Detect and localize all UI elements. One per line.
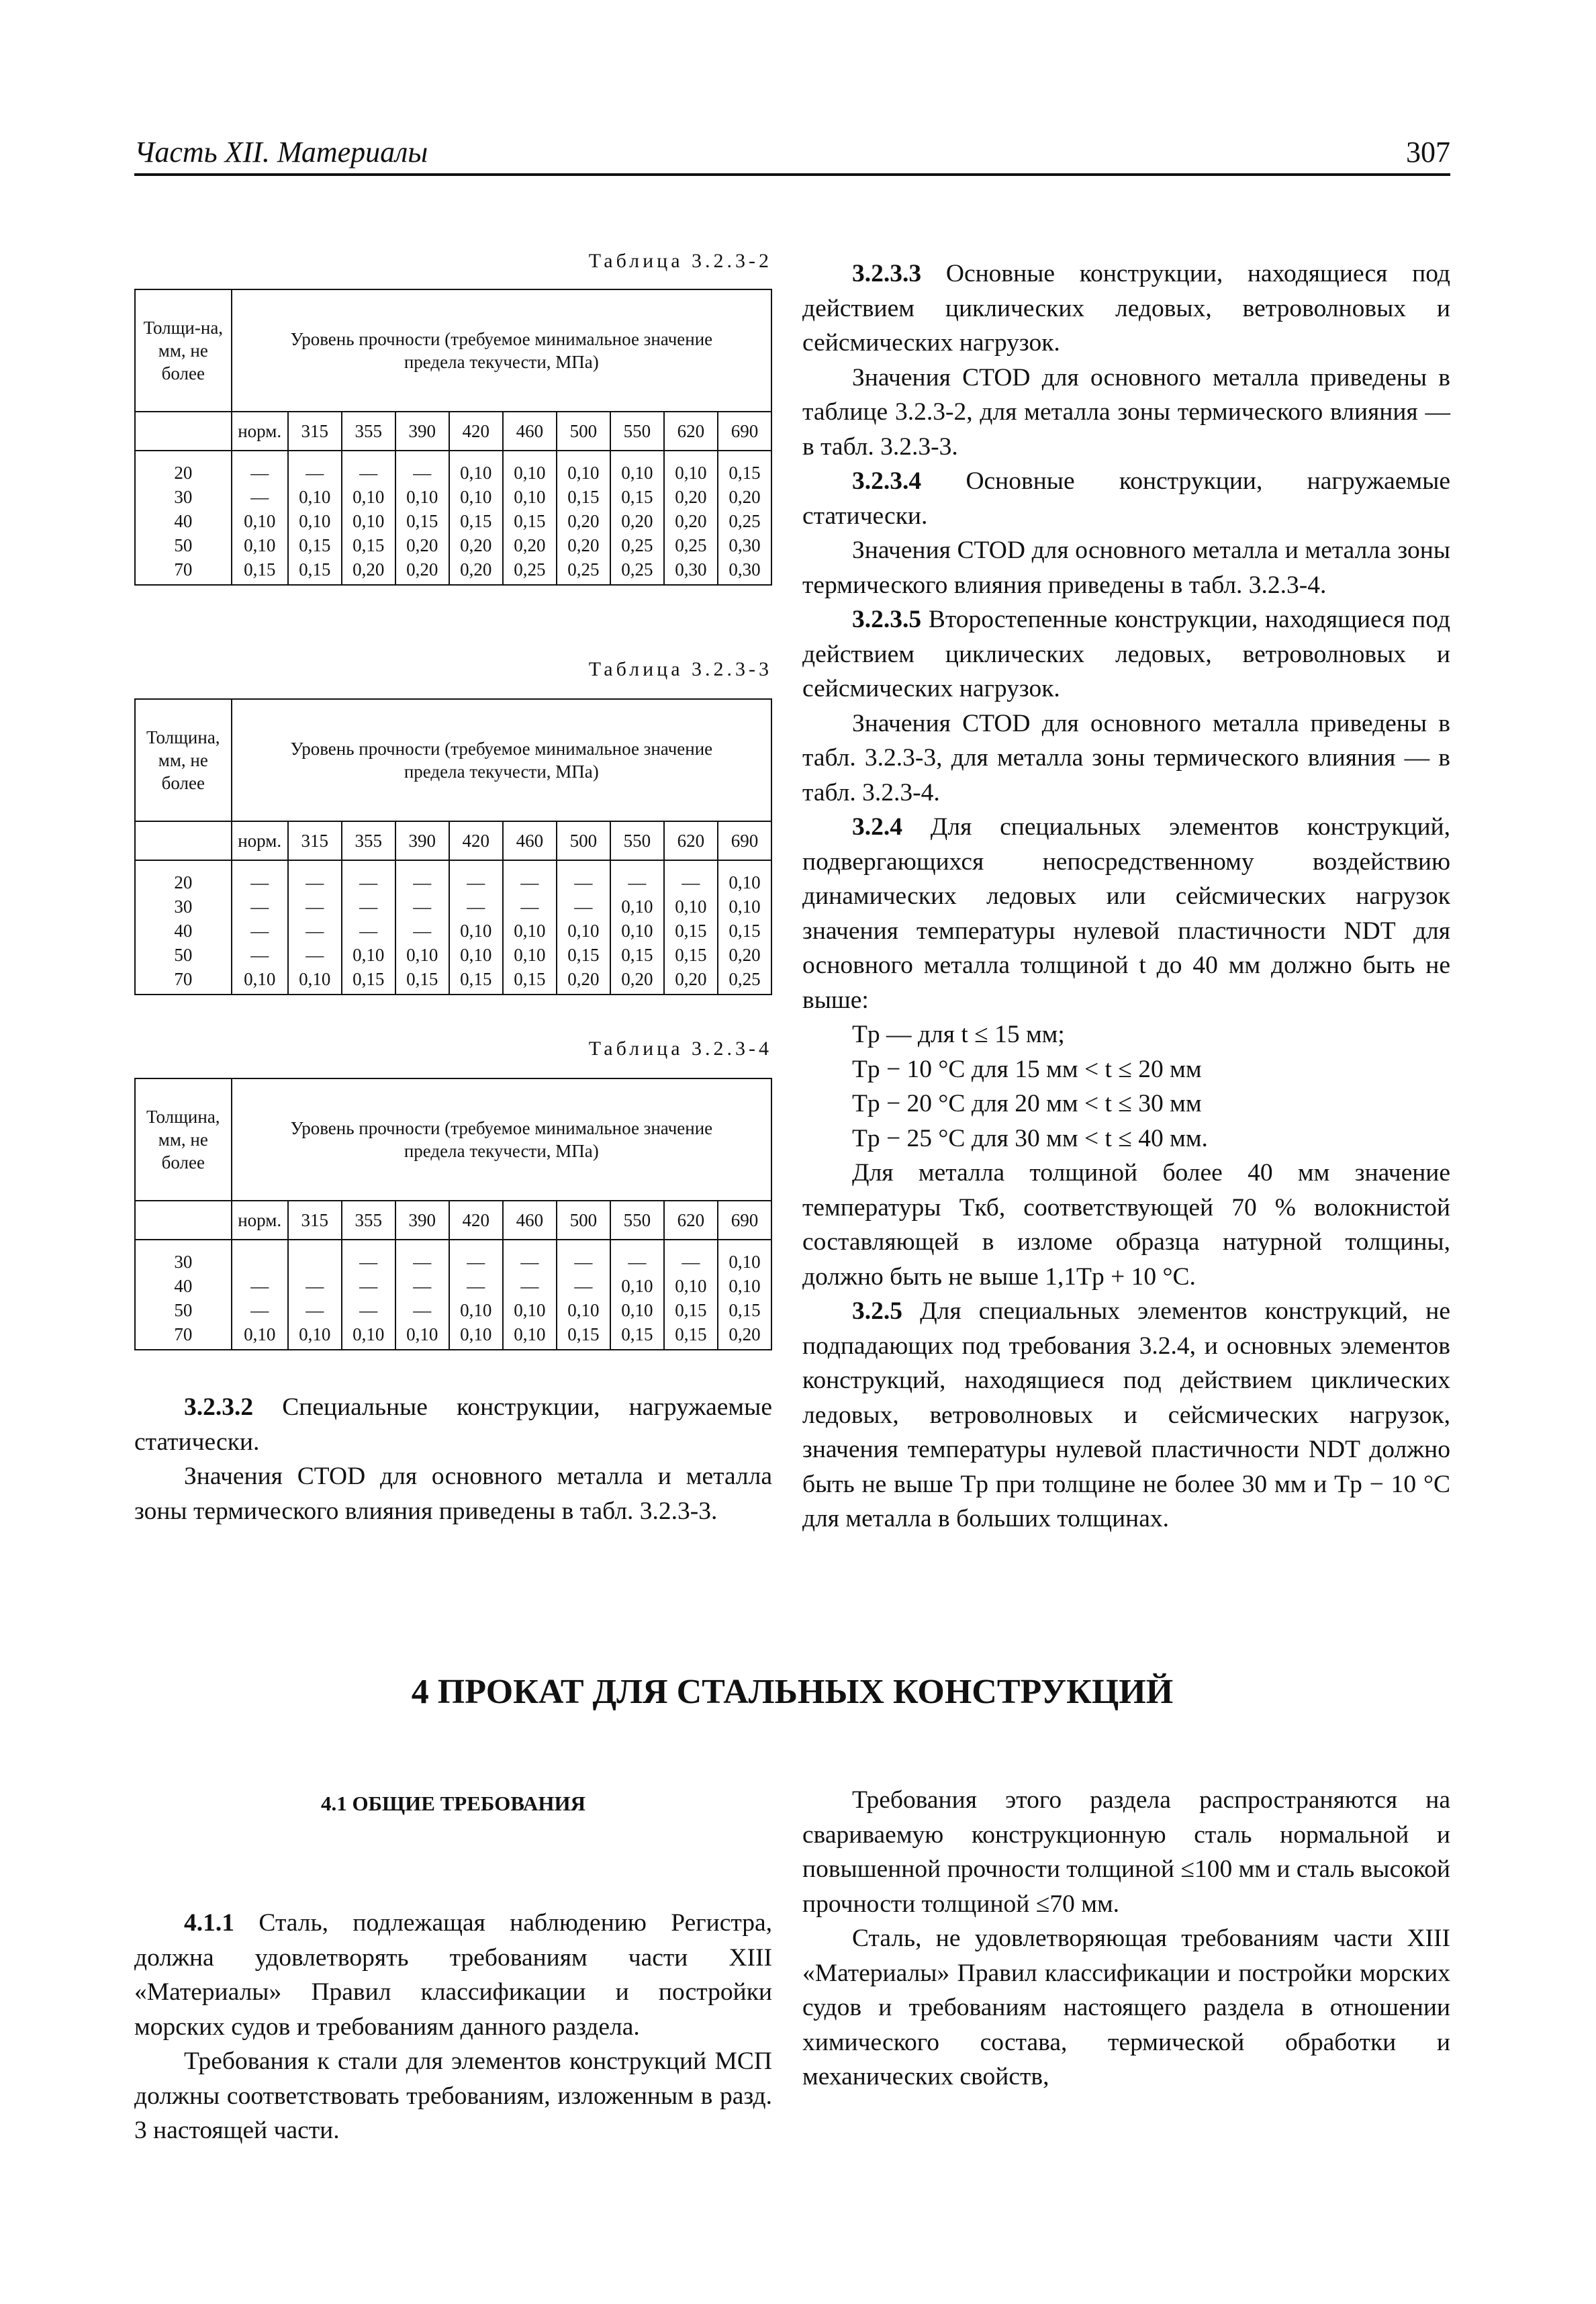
- paragraph-3.2.3.5: 3.2.3.5 Второстепенные конструкции, находящиеся под действием циклических ледовых, ветроволновых и сейсмических нагрузок.: [802, 606, 1450, 702]
- ctod-value-cell: 0,15: [503, 509, 557, 533]
- ctod-value-cell: 0,10: [232, 509, 288, 533]
- ctod-value-cell: 0,10: [232, 533, 288, 557]
- ctod-value-cell: 0,20: [449, 533, 503, 557]
- ctod-value-cell: —: [395, 894, 449, 919]
- chapter-title: 4 ПРОКАТ ДЛЯ СТАЛЬНЫХ КОНСТРУКЦИЙ: [411, 1673, 1174, 1711]
- ctod-value-cell: 0,10: [288, 1322, 342, 1350]
- ctod-value-cell: 0,10: [395, 943, 449, 967]
- strength-level-cell: 390: [395, 1201, 449, 1240]
- ctod-value-cell: —: [503, 860, 557, 894]
- ctod-value-cell: —: [395, 919, 449, 943]
- ctod-value-cell: 0,10: [288, 967, 342, 995]
- ctod-value-cell: —: [395, 451, 449, 485]
- ctod-value-cell: —: [232, 1298, 288, 1322]
- ctod-value-cell: —: [664, 1240, 718, 1274]
- ctod-value-cell: 0,15: [718, 919, 771, 943]
- ctod-value-cell: 0,20: [664, 485, 718, 509]
- ctod-value-cell: —: [342, 860, 395, 894]
- ctod-value-cell: 0,15: [342, 967, 395, 995]
- ctod-value-cell: 0,15: [395, 967, 449, 995]
- ctod-value-cell: 0,10: [610, 451, 664, 485]
- paragraph: Значения CTOD для основного металла приведены в таблице 3.2.3-2, для металла зоны термического влияния — в табл. 3.2.3-3.: [802, 363, 1450, 461]
- paragraph: Значения CTOD для основного металла и металла зоны термического влияния приведены в табл. 3.2.3-3.: [134, 1463, 772, 1525]
- strength-level-cell: 690: [718, 821, 771, 860]
- page-number: 307: [1406, 136, 1450, 169]
- ctod-value-cell: 0,10: [395, 485, 449, 509]
- strength-level-cell: 550: [610, 1201, 664, 1240]
- ctod-value-cell: 0,10: [342, 485, 395, 509]
- strength-level-cell: 620: [664, 412, 718, 451]
- table-row: [135, 1298, 771, 1322]
- ctod-value-cell: 0,15: [718, 451, 771, 485]
- blank-cell: [135, 1201, 232, 1240]
- paragraph: Значения CTOD для основного металла приведены в табл. 3.2.3-3, для металла зоны термического влияния — в табл. 3.2.3-4.: [802, 709, 1450, 807]
- table-caption: Таблица 3.2.3-4: [588, 1038, 772, 1060]
- strength-level-cell: 390: [395, 821, 449, 860]
- ctod-value-cell: 0,10: [557, 451, 610, 485]
- ctod-value-cell: 0,10: [449, 943, 503, 967]
- page-header: [134, 133, 1450, 176]
- strength-level-cell: норм.: [232, 412, 288, 451]
- ctod-value-cell: 0,10: [610, 894, 664, 919]
- ctod-value-cell: —: [288, 1298, 342, 1322]
- paragraph: Сталь, не удовлетворяющая требованиям части XIII «Материалы» Правил классификации и постройки морских судов и требованиям настоящего раздела в отношении химического состава, термической обработки и механических свойств,: [802, 1925, 1450, 2090]
- thickness-cell: 70: [135, 967, 232, 995]
- ctod-value-cell: 0,10: [718, 860, 771, 894]
- ctod-value-cell: 0,20: [557, 533, 610, 557]
- paragraph-3.2.3.3: 3.2.3.3 Основные конструкции, находящиеся под действием циклических ледовых, ветроволновых и сейсмических нагрузок.: [802, 260, 1451, 357]
- thickness-cell: 30: [135, 894, 232, 919]
- ctod-value-cell: 0,15: [610, 943, 664, 967]
- ctod-value-cell: —: [342, 1240, 395, 1274]
- ctod-value-cell: 0,25: [718, 967, 771, 995]
- ctod-value-cell: 0,10: [503, 943, 557, 967]
- ctod-value-cell: 0,20: [718, 1322, 771, 1350]
- ctod-value-cell: [232, 1240, 288, 1274]
- ctod-value-cell: 0,20: [503, 533, 557, 557]
- ctod-value-cell: —: [395, 1240, 449, 1274]
- strength-level-cell: 460: [503, 1201, 557, 1240]
- strength-level-header: Уровень прочности (требуемое минимальное значение предела текучести, МПа): [232, 1078, 771, 1201]
- strength-level-cell: 550: [610, 821, 664, 860]
- ctod-value-cell: —: [557, 1240, 610, 1274]
- ctod-value-cell: 0,15: [664, 943, 718, 967]
- ctod-value-cell: —: [395, 860, 449, 894]
- ctod-value-cell: 0,25: [557, 557, 610, 585]
- paragraph-3.2.3.4: 3.2.3.4 Основные конструкции, нагружаемые статически.: [802, 467, 1451, 530]
- ctod-value-cell: 0,10: [395, 1322, 449, 1350]
- strength-level-cell: 390: [395, 412, 449, 451]
- ctod-value-cell: 0,10: [718, 1274, 771, 1298]
- table-row: [135, 943, 771, 967]
- thickness-cell: 40: [135, 509, 232, 533]
- strength-level-cell: 420: [449, 412, 503, 451]
- table-row: [135, 1240, 771, 1274]
- ctod-value-cell: 0,10: [342, 943, 395, 967]
- ctod-value-cell: 0,10: [232, 1322, 288, 1350]
- thickness-cell: 20: [135, 451, 232, 485]
- ctod-value-cell: —: [288, 860, 342, 894]
- ctod-value-cell: 0,10: [664, 1274, 718, 1298]
- strength-level-cell: 355: [342, 821, 395, 860]
- ctod-value-cell: 0,10: [503, 485, 557, 509]
- ctod-value-cell: —: [288, 451, 342, 485]
- ctod-value-cell: 0,30: [664, 557, 718, 585]
- ctod-value-cell: 0,10: [557, 1298, 610, 1322]
- ctod-value-cell: 0,25: [718, 509, 771, 533]
- ctod-value-cell: 0,20: [718, 485, 771, 509]
- strength-level-cell: 315: [288, 1201, 342, 1240]
- thickness-column-header: Толщина, мм, не более: [135, 1078, 232, 1201]
- ctod-value-cell: 0,10: [503, 919, 557, 943]
- ctod-value-cell: 0,10: [718, 1240, 771, 1274]
- ctod-value-cell: —: [395, 1274, 449, 1298]
- ctod-value-cell: —: [232, 485, 288, 509]
- ctod-table-3.2.3-2: [134, 289, 772, 586]
- table-row: [135, 533, 771, 557]
- ctod-value-cell: 0,10: [610, 1274, 664, 1298]
- ctod-value-cell: 0,10: [342, 1322, 395, 1350]
- ctod-value-cell: 0,15: [503, 967, 557, 995]
- ctod-value-cell: —: [503, 1274, 557, 1298]
- ctod-value-cell: 0,25: [503, 557, 557, 585]
- strength-level-cell: 460: [503, 412, 557, 451]
- ctod-value-cell: 0,10: [664, 894, 718, 919]
- ctod-value-cell: —: [342, 1298, 395, 1322]
- thickness-cell: 50: [135, 1298, 232, 1322]
- paragraph-3.2.4: 3.2.4 Для специальных элементов конструкций, подвергающихся непосредственному воздействию динамических ледовых или сейсмических нагрузок значения температуры нулевой пластичности NDT для основного металла толщиной t до 40 мм должно быть не выше:: [802, 813, 1450, 1014]
- ctod-value-cell: —: [610, 1240, 664, 1274]
- strength-level-cell: норм.: [232, 821, 288, 860]
- ctod-value-cell: —: [342, 1274, 395, 1298]
- ctod-value-cell: —: [232, 860, 288, 894]
- ctod-value-cell: 0,15: [557, 943, 610, 967]
- paragraph: Требования к стали для элементов конструкций МСП должны соответствовать требованиям, изложенным в разд. 3 настоящей части.: [134, 2047, 772, 2144]
- ctod-value-cell: —: [232, 919, 288, 943]
- ctod-value-cell: 0,15: [664, 1322, 718, 1350]
- ctod-value-cell: —: [288, 894, 342, 919]
- ctod-value-cell: 0,20: [557, 509, 610, 533]
- ctod-value-cell: 0,10: [232, 967, 288, 995]
- ctod-value-cell: —: [610, 860, 664, 894]
- strength-level-cell: 500: [557, 1201, 610, 1240]
- ctod-value-cell: —: [288, 943, 342, 967]
- ctod-value-cell: 0,20: [610, 967, 664, 995]
- table-row: [135, 1274, 771, 1298]
- ctod-value-cell: 0,20: [718, 943, 771, 967]
- thickness-cell: 70: [135, 557, 232, 585]
- thickness-cell: 40: [135, 919, 232, 943]
- paragraph-3.2.5: 3.2.5 Для специальных элементов конструкций, не подпадающих под требования 3.2.4, и основных элементов конструкций, находящиеся под действием циклических ледовых, ветроволновых и сейсмических нагрузок, значения температуры нулевой пластичности NDT должно быть не выше Tр при толщине не более 30 мм и Tр − 10 °C для металла в больших толщинах.: [802, 1297, 1451, 1532]
- ctod-value-cell: —: [557, 894, 610, 919]
- strength-level-cell: 500: [557, 821, 610, 860]
- ctod-value-cell: —: [395, 1298, 449, 1322]
- right-column-text: [802, 257, 1450, 1536]
- formula-line: Tр − 20 °C для 20 мм < t ≤ 30 мм: [852, 1090, 1202, 1117]
- ctod-value-cell: 0,10: [610, 919, 664, 943]
- ctod-value-cell: —: [557, 860, 610, 894]
- strength-level-cell: 550: [610, 412, 664, 451]
- ctod-value-cell: 0,20: [557, 967, 610, 995]
- paragraph: Требования этого раздела распространяются на свариваемую конструкционную сталь нормальной и повышенной прочности толщиной ≤100 мм и сталь высокой прочности толщиной ≤70 мм.: [802, 1786, 1450, 1918]
- ctod-value-cell: —: [232, 451, 288, 485]
- ctod-value-cell: 0,10: [503, 451, 557, 485]
- ctod-value-cell: —: [232, 943, 288, 967]
- strength-level-cell: 355: [342, 412, 395, 451]
- ctod-value-cell: 0,20: [342, 557, 395, 585]
- ctod-value-cell: 0,10: [449, 485, 503, 509]
- ctod-value-cell: 0,10: [610, 1298, 664, 1322]
- ctod-value-cell: 0,25: [610, 533, 664, 557]
- ctod-table-3.2.3-3: [134, 698, 772, 995]
- strength-level-cell: 690: [718, 412, 771, 451]
- thickness-cell: 30: [135, 1240, 232, 1274]
- strength-level-cell: 460: [503, 821, 557, 860]
- strength-level-cell: 690: [718, 1201, 771, 1240]
- thickness-cell: 70: [135, 1322, 232, 1350]
- ctod-value-cell: 0,10: [288, 485, 342, 509]
- ctod-value-cell: 0,15: [557, 1322, 610, 1350]
- strength-level-cell: 500: [557, 412, 610, 451]
- ctod-value-cell: —: [288, 1274, 342, 1298]
- ctod-value-cell: —: [503, 894, 557, 919]
- ctod-value-cell: —: [232, 1274, 288, 1298]
- ctod-value-cell: 0,20: [664, 509, 718, 533]
- ctod-value-cell: —: [664, 860, 718, 894]
- strength-level-header: Уровень прочности (требуемое минимальное значение предела текучести, МПа): [232, 289, 771, 412]
- ctod-value-cell: 0,10: [503, 1298, 557, 1322]
- ctod-value-cell: —: [557, 1274, 610, 1298]
- table-row: [135, 557, 771, 585]
- section-4-right-text: [802, 1783, 1450, 2094]
- ctod-value-cell: 0,30: [718, 557, 771, 585]
- table-row: [135, 451, 771, 485]
- ctod-value-cell: 0,10: [342, 509, 395, 533]
- ctod-value-cell: —: [449, 1274, 503, 1298]
- ctod-value-cell: 0,15: [664, 1298, 718, 1322]
- left-column-text: [134, 1390, 772, 1528]
- ctod-value-cell: 0,20: [395, 557, 449, 585]
- strength-level-cell: норм.: [232, 1201, 288, 1240]
- table-row: [135, 1322, 771, 1350]
- ctod-value-cell: —: [232, 894, 288, 919]
- ctod-value-cell: 0,25: [664, 533, 718, 557]
- ctod-value-cell: 0,10: [288, 509, 342, 533]
- strength-level-cell: 420: [449, 1201, 503, 1240]
- ctod-value-cell: 0,15: [342, 533, 395, 557]
- thickness-column-header: Толщи-на, мм, не более: [135, 289, 232, 412]
- ctod-value-cell: 0,15: [718, 1298, 771, 1322]
- paragraph-3.2.3.2: 3.2.3.2 Специальные конструкции, нагружаемые статически.: [134, 1393, 772, 1456]
- ctod-value-cell: 0,15: [449, 967, 503, 995]
- strength-level-cell: 355: [342, 1201, 395, 1240]
- ctod-value-cell: 0,20: [664, 967, 718, 995]
- thickness-cell: 50: [135, 533, 232, 557]
- blank-cell: [135, 412, 232, 451]
- paragraph: Для металла толщиной более 40 мм значение температуры Tкб, соответствующей 70 % волокнистой составляющей в изломе образца натурной толщины, должно быть не выше 1,1Tр + 10 °C.: [802, 1159, 1450, 1291]
- ctod-value-cell: —: [342, 894, 395, 919]
- ctod-value-cell: 0,15: [288, 557, 342, 585]
- ctod-value-cell: 0,10: [449, 1298, 503, 1322]
- strength-level-cell: 420: [449, 821, 503, 860]
- ctod-value-cell: —: [449, 860, 503, 894]
- ctod-value-cell: 0,15: [664, 919, 718, 943]
- table-caption: Таблица 3.2.3-2: [588, 250, 772, 272]
- ctod-value-cell: 0,20: [395, 533, 449, 557]
- ctod-value-cell: 0,10: [449, 451, 503, 485]
- running-title: Часть XII. Материалы: [134, 136, 428, 169]
- thickness-column-header: Толщина, мм, не более: [135, 699, 232, 821]
- ctod-value-cell: 0,25: [610, 557, 664, 585]
- strength-level-cell: 620: [664, 821, 718, 860]
- thickness-cell: 30: [135, 485, 232, 509]
- section-4-left-text: [134, 1906, 772, 2148]
- ctod-value-cell: —: [449, 1240, 503, 1274]
- ctod-value-cell: 0,15: [395, 509, 449, 533]
- thickness-cell: 20: [135, 860, 232, 894]
- ctod-value-cell: 0,10: [664, 451, 718, 485]
- table-row: [135, 485, 771, 509]
- ctod-value-cell: —: [342, 919, 395, 943]
- ctod-value-cell: [288, 1240, 342, 1274]
- table-row: [135, 860, 771, 894]
- ctod-value-cell: 0,15: [449, 509, 503, 533]
- ctod-value-cell: 0,10: [557, 919, 610, 943]
- ctod-value-cell: 0,15: [232, 557, 288, 585]
- ctod-value-cell: 0,10: [718, 894, 771, 919]
- ctod-value-cell: 0,15: [610, 485, 664, 509]
- blank-cell: [135, 821, 232, 860]
- thickness-cell: 40: [135, 1274, 232, 1298]
- table-row: [135, 509, 771, 533]
- formula-line: Tр − 25 °C для 30 мм < t ≤ 40 мм.: [852, 1124, 1208, 1152]
- ctod-value-cell: 0,15: [610, 1322, 664, 1350]
- ctod-value-cell: 0,30: [718, 533, 771, 557]
- ctod-value-cell: 0,10: [449, 1322, 503, 1350]
- ctod-value-cell: —: [288, 919, 342, 943]
- table-row: [135, 967, 771, 995]
- paragraph-4.1.1: 4.1.1 Сталь, подлежащая наблюдению Регистра, должна удовлетворять требованиям части XIII «Материалы» Правил классификации и постройки морских судов и требованиям данного раздела.: [134, 1909, 772, 2041]
- ctod-value-cell: —: [342, 451, 395, 485]
- section-title: 4.1 ОБЩИЕ ТРЕБОВАНИЯ: [320, 1792, 586, 1815]
- strength-level-cell: 620: [664, 1201, 718, 1240]
- strength-level-header: Уровень прочности (требуемое минимальное значение предела текучести, МПа): [232, 699, 771, 821]
- formula-line: Tр − 10 °C для 15 мм < t ≤ 20 мм: [852, 1055, 1202, 1083]
- ctod-value-cell: —: [449, 894, 503, 919]
- ctod-value-cell: 0,15: [288, 533, 342, 557]
- ctod-value-cell: 0,20: [449, 557, 503, 585]
- thickness-cell: 50: [135, 943, 232, 967]
- strength-level-cell: 315: [288, 821, 342, 860]
- ctod-value-cell: 0,10: [503, 1322, 557, 1350]
- ctod-value-cell: 0,15: [557, 485, 610, 509]
- table-caption: Таблица 3.2.3-3: [588, 658, 772, 680]
- ctod-value-cell: 0,20: [610, 509, 664, 533]
- ctod-value-cell: —: [503, 1240, 557, 1274]
- formula-line: Tр — для t ≤ 15 мм;: [852, 1021, 1065, 1048]
- table-row: [135, 919, 771, 943]
- table-row: [135, 894, 771, 919]
- ctod-value-cell: 0,10: [449, 919, 503, 943]
- ctod-table-3.2.3-4: [134, 1078, 772, 1350]
- strength-level-cell: 315: [288, 412, 342, 451]
- paragraph: Значения CTOD для основного металла и металла зоны термического влияния приведены в табл. 3.2.3-4.: [802, 537, 1450, 599]
